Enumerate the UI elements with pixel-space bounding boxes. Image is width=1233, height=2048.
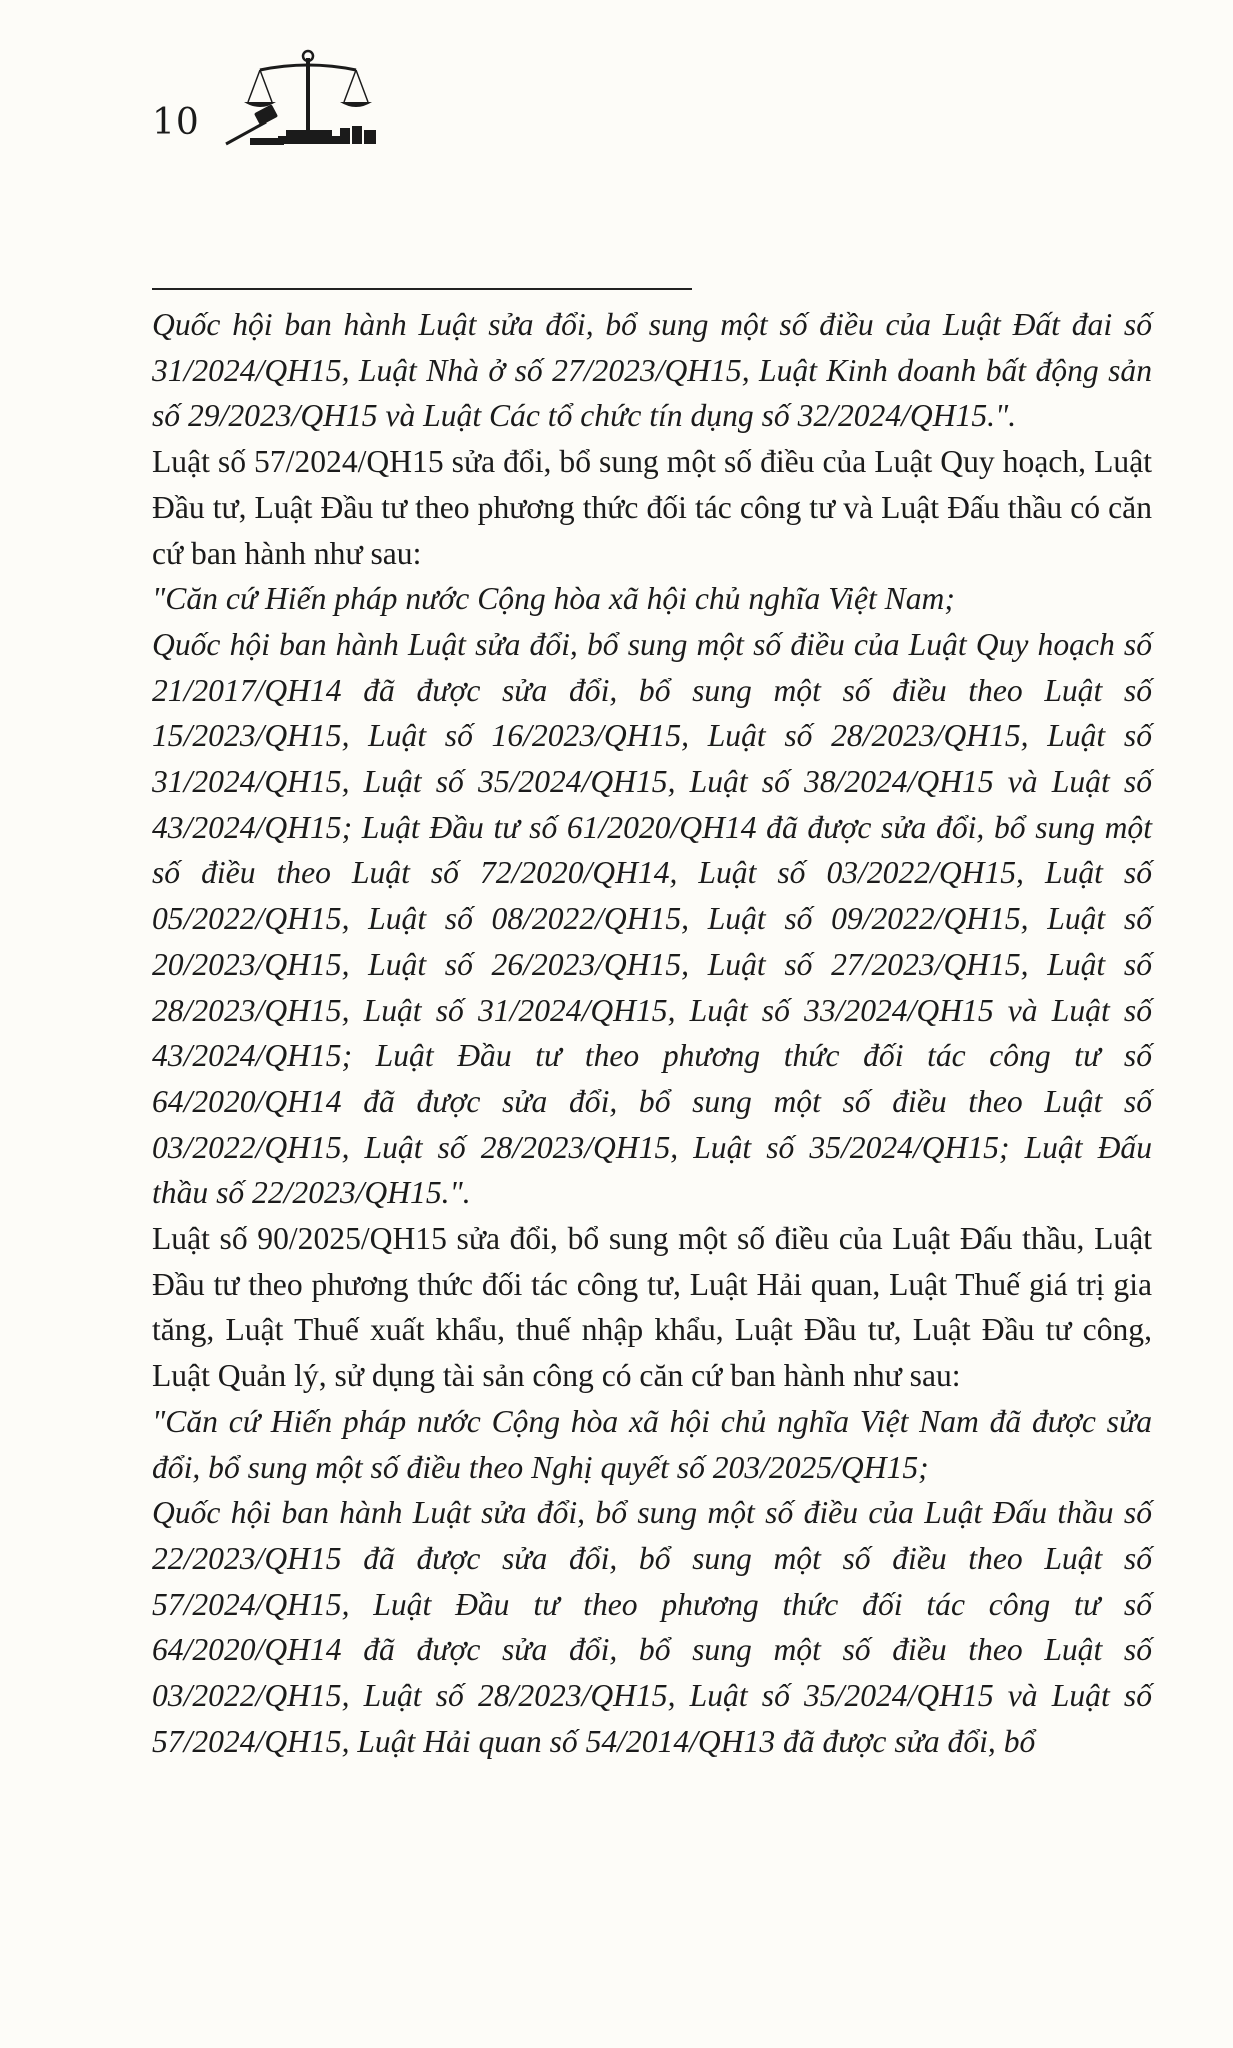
document-body: [152, 302, 1152, 1765]
paragraph-law-90: Luật số 90/2025/QH15 sửa đổi, bổ sung một số điều của Luật Đấu thầu, Luật Đầu tư theo phương thức đối tác công tư, Luật Hải quan, Luật Thuế giá trị gia tăng, Luật Thuế xuất khẩu, thuế nhập khẩu, Luật Đầu tư, Luật Đầu tư công, Luật Quản lý, sử dụng tài sản công có căn cứ ban hành như sau:: [152, 1221, 1152, 1394]
footnote-separator: [152, 288, 692, 290]
paragraph-law-57-basis: Quốc hội ban hành Luật sửa đổi, bổ sung một số điều của Luật Quy hoạch số 21/2017/QH14 đã được sửa đổi, bổ sung một số điều theo Luật số 15/2023/QH15, Luật số 16/2023/QH15, Luật số 28/2023/QH15, Luật số 31/2024/QH15, Luật số 35/2024/QH15, Luật số 38/2024/QH15 và Luật số 43/2024/QH15; Luật Đầu tư số 61/2020/QH14 đã được sửa đổi, bổ sung một số điều theo Luật số 72/2020/QH14, Luật số 03/2022/QH15, Luật số 05/2022/QH15, Luật số 08/2022/QH15, Luật số 09/2022/QH15, Luật số 20/2023/QH15, Luật số 26/2023/QH15, Luật số 27/2023/QH15, Luật số 28/2023/QH15, Luật số 31/2024/QH15, Luật số 33/2024/QH15 và Luật số 43/2024/QH15; Luật Đầu tư theo phương thức đối tác công tư số 64/2020/QH14 đã được sửa đổi, bổ sung một số điều theo Luật số 03/2022/QH15, Luật số 28/2023/QH15, Luật số 35/2024/QH15; Luật Đấu thầu số 22/2023/QH15.".: [152, 626, 1152, 1211]
page-number: 10: [152, 102, 200, 143]
paragraph-law-57: Luật số 57/2024/QH15 sửa đổi, bổ sung một số điều của Luật Quy hoạch, Luật Đầu tư, Luật Đầu tư theo phương thức đối tác công tư và Luật Đấu thầu có căn cứ ban hành như sau:: [152, 444, 1152, 571]
paragraph-amendment-clause: Quốc hội ban hành Luật sửa đổi, bổ sung một số điều của Luật Đất đai số 31/2024/QH15, Luật Nhà ở số 27/2023/QH15, Luật Kinh doanh bất động sản số 29/2023/QH15 và Luật Các tổ chức tín dụng số 32/2024/QH15.".: [152, 307, 1152, 434]
paragraph-constitution-amended-basis: "Căn cứ Hiến pháp nước Cộng hòa xã hội chủ nghĩa Việt Nam đã được sửa đổi, bổ sung một số điều theo Nghị quyết số 203/2025/QH15;: [152, 1403, 1152, 1485]
paragraph-constitution-basis: "Căn cứ Hiến pháp nước Cộng hòa xã hội chủ nghĩa Việt Nam;: [152, 581, 955, 617]
paragraph-law-90-basis: Quốc hội ban hành Luật sửa đổi, bổ sung một số điều của Luật Đấu thầu số 22/2023/QH15 đã được sửa đổi, bổ sung một số điều theo Luật số 57/2024/QH15, Luật Đầu tư theo phương thức đối tác công tư số 64/2020/QH14 đã được sửa đổi, bổ sung một số điều theo Luật số 03/2022/QH15, Luật số 28/2023/QH15, Luật số 35/2024/QH15 và Luật số 57/2024/QH15, Luật Hải quan số 54/2014/QH13 đã được sửa đổi, bổ: [152, 1495, 1152, 1759]
scales-of-justice-gavel-icon: [222, 46, 392, 156]
